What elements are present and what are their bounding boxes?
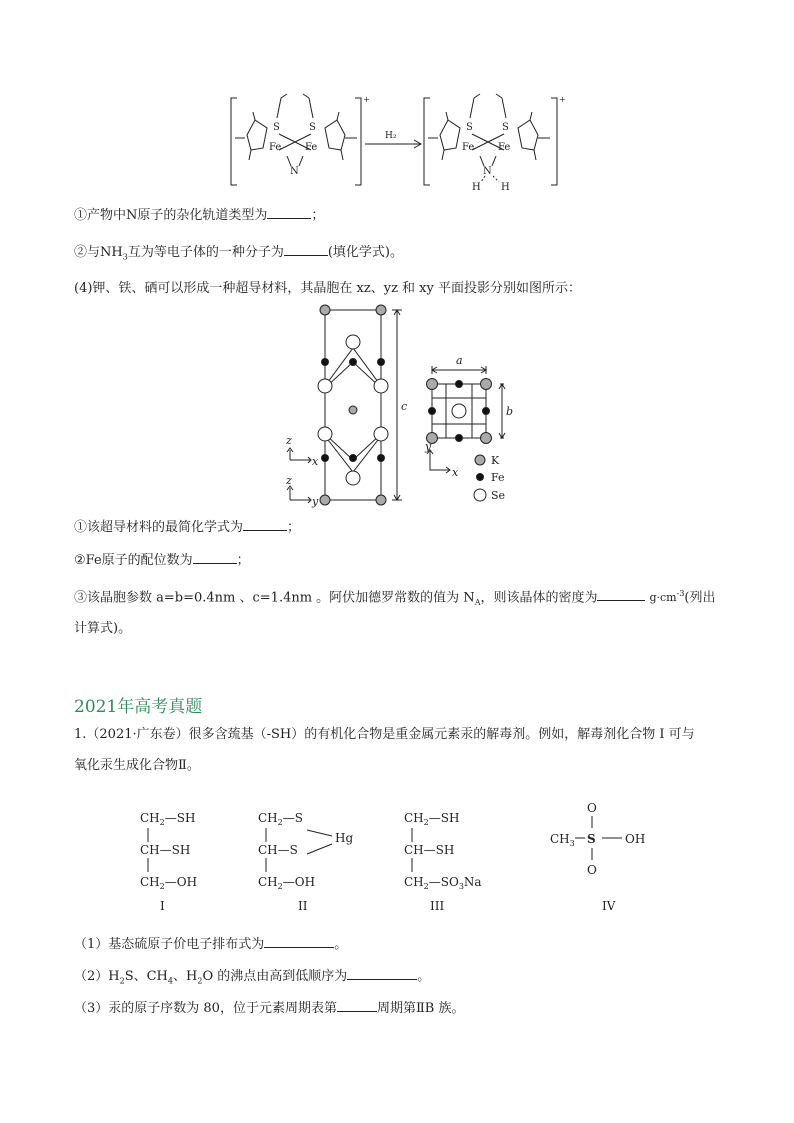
compound-ii-row3: $CH_2—OH$: [258, 875, 316, 891]
section-title: 2021年高考真题: [74, 697, 203, 717]
compound-iii-row1: $CH_2—SH$: [404, 811, 460, 827]
q3-item2: ②与$NH_3$互为等电子体的一种分子为 (填化学式)。: [74, 242, 403, 267]
left-fe2-label: Fe: [305, 142, 318, 153]
crystal-cell-figure: [280, 300, 530, 512]
compound-i-label: I: [160, 899, 165, 913]
compound-ii-metal: Hg: [335, 831, 354, 845]
compound-ii-row2: CH—S: [258, 843, 298, 857]
legend-se: Se: [491, 489, 506, 502]
compound-i-row2: CH—SH: [140, 843, 191, 857]
compound-iv-methyl: $CH_3$: [550, 832, 575, 848]
legend-k: K: [491, 454, 500, 467]
problem1-intro-line2: 氧化汞生成化合物Ⅱ。: [74, 758, 200, 773]
compound-iii-row3: $CH_2—SO_3Na$: [404, 875, 482, 891]
compound-iv-sulfur: S: [587, 832, 596, 846]
right-h1-label: H: [472, 182, 481, 193]
right-charge: +: [559, 95, 566, 104]
right-fe1-label: Fe: [462, 142, 475, 153]
axis-z1: z: [286, 434, 292, 447]
answer-blank[interactable]: [243, 517, 287, 531]
right-fe2-label: Fe: [498, 142, 511, 153]
reagent-label: H₂: [385, 131, 397, 141]
compound-iv-label: IV: [602, 899, 616, 913]
axis-z2: z: [286, 474, 292, 487]
axis-x3: x: [452, 466, 459, 479]
axis-x1: x: [312, 455, 319, 468]
left-s1-label: S: [273, 122, 280, 133]
problem1-intro-line1: 1.（2021·广东卷）很多含巯基（-SH）的有机化合物是重金属元素汞的解毒剂。例如，解毒剂化合物 I 可与: [74, 727, 695, 742]
right-s2-label: S: [502, 122, 509, 133]
problem1-q1: （1）基态硫原子价电子排布式为 。: [74, 934, 347, 954]
label-a: a: [456, 354, 463, 367]
compound-iv-oh: OH: [625, 832, 646, 846]
compound-iv-o2: O: [587, 863, 597, 877]
answer-blank[interactable]: [264, 934, 334, 948]
compound-iii-label: III: [430, 899, 445, 913]
q3-item1: ①产物中N原子的杂化轨道类型为 ；: [74, 205, 324, 225]
axis-y2: y: [312, 495, 319, 508]
compound-iii-row2: CH—SH: [404, 843, 455, 857]
label-b: b: [506, 405, 514, 418]
compound-iv-o1: O: [587, 801, 597, 815]
label-c: c: [401, 400, 408, 413]
answer-blank[interactable]: [597, 587, 645, 601]
right-h2-label: H: [501, 182, 510, 193]
answer-blank[interactable]: [347, 966, 417, 980]
q4-item3-line2: 计算式)。: [74, 621, 132, 636]
right-s1-label: S: [466, 122, 473, 133]
left-charge: +: [363, 95, 370, 104]
compound-ii-row1: $CH_2—S$: [258, 811, 303, 827]
q4-item2: ②Fe原子的配位数为 ；: [74, 550, 250, 570]
answer-blank[interactable]: [284, 242, 328, 256]
axis-y3: y: [425, 440, 432, 453]
problem1-q2: $(2)H_2S$、$CH_4$、$H_2O$ 的沸点由高到低顺序为 。: [74, 966, 430, 991]
legend-fe: Fe: [491, 471, 505, 484]
compound-i-row1: $CH_2—SH$: [140, 811, 196, 827]
compounds-figure: [130, 790, 670, 918]
compound-i-row3: $CH_2—OH$: [140, 875, 198, 891]
left-fe1-label: Fe: [269, 142, 282, 153]
q4-intro: (4)钾、铁、硒可以形成一种超导材料，其晶胞在 xz、yz 和 xy 平面投影分别如图所示：: [74, 281, 581, 296]
left-n-label: N: [290, 166, 299, 177]
compound-ii-label: II: [298, 899, 308, 913]
answer-blank[interactable]: [193, 550, 237, 564]
q4-item1: ①该超导材料的最简化学式为 ；: [74, 517, 300, 537]
problem1-q3: （3）汞的原子序数为 80，位于元素周期表第 周期第ⅡB 族。: [74, 998, 464, 1018]
right-n-label: N: [483, 166, 492, 177]
left-s2-label: S: [309, 122, 316, 133]
q4-item3: ③该晶胞参数 a=b=0.4nm 、c=1.4nm 。阿伏加德罗常数的值为 $N_A$，则该晶体的密度为 $g\cdot cm^{-3}$(列出: [74, 589, 716, 607]
answer-blank[interactable]: [337, 998, 377, 1012]
answer-blank[interactable]: [267, 205, 311, 219]
reaction-scheme: [225, 90, 575, 195]
